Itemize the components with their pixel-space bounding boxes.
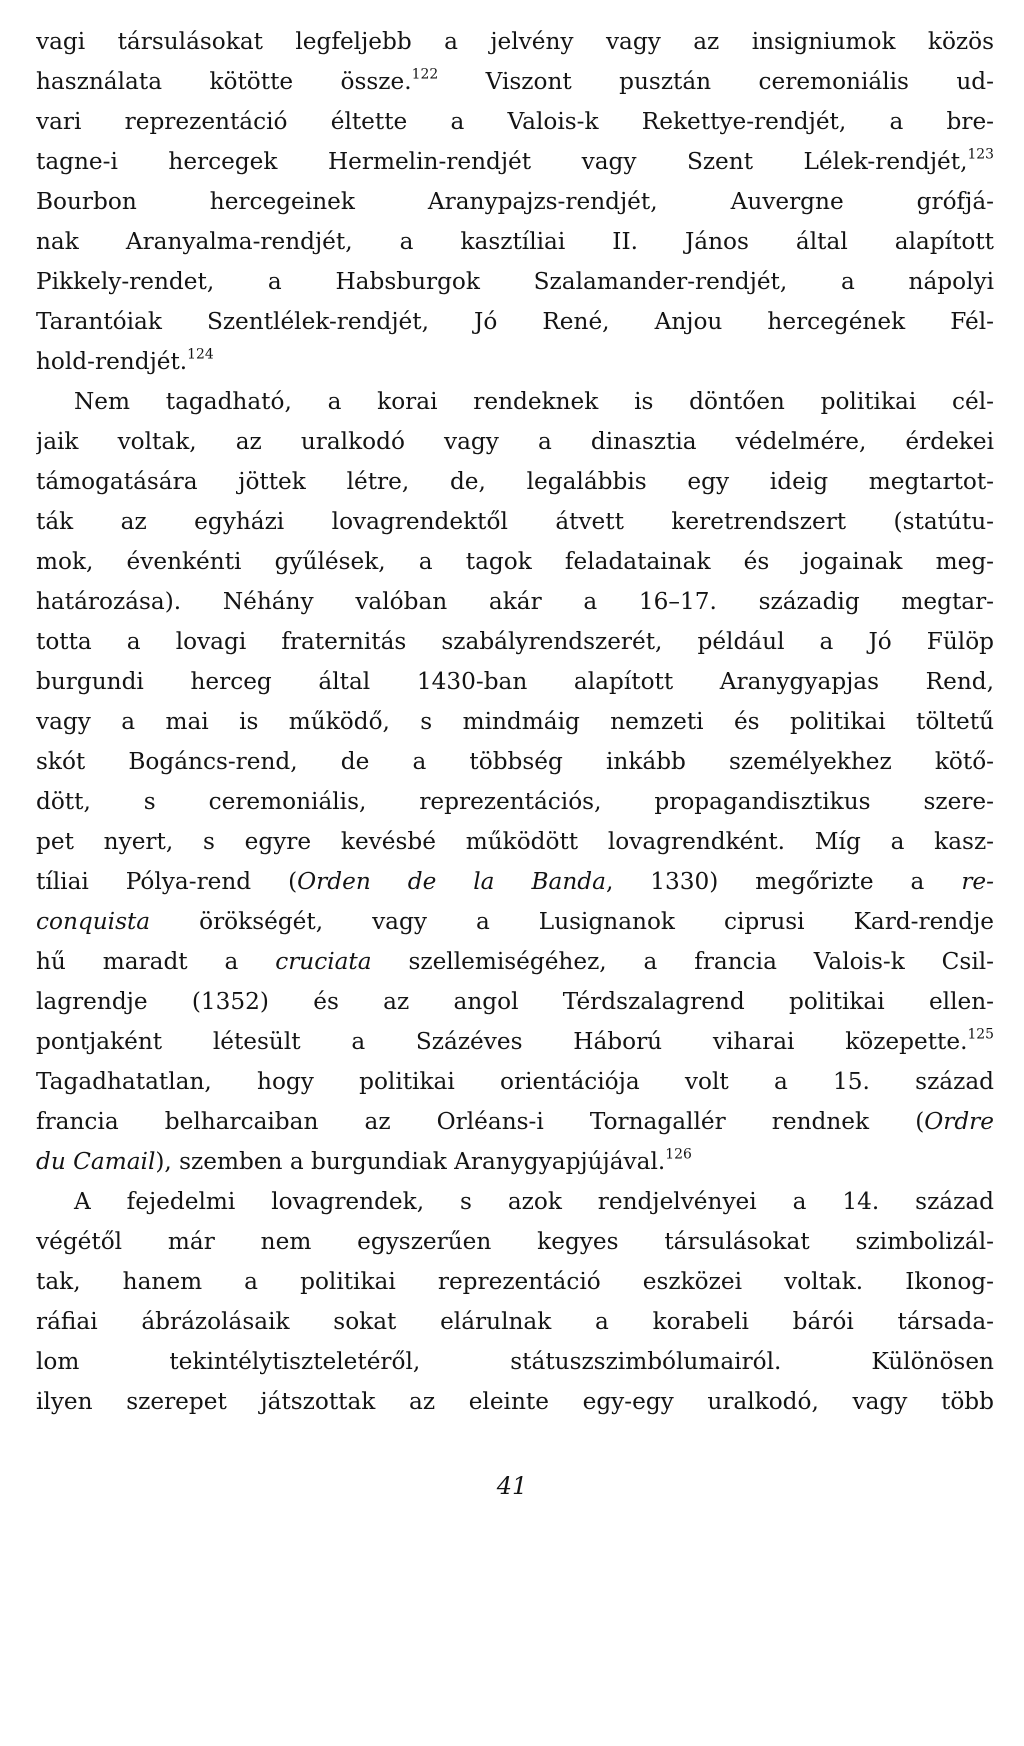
italic-text: conquista	[36, 908, 151, 935]
text-line	[36, 262, 994, 302]
footnote-ref: 122	[411, 66, 439, 83]
text-line	[36, 782, 994, 822]
text-span: szellemiségéhez, a francia Valois-k Csil-	[371, 948, 994, 975]
text-line	[36, 1262, 994, 1302]
text-span: Pikkely-rendet, a Habsburgok Szalamander-rendjét, a nápolyi	[36, 268, 994, 295]
text-span: használata kötötte össze.	[36, 68, 412, 95]
text-line	[36, 342, 994, 382]
text-span: skót Bogáncs-rend, de a többség inkább személyekhez kötő-	[36, 748, 994, 775]
text-span: Tagadhatatlan, hogy politikai orientációja volt a 15. század	[36, 1068, 994, 1095]
text-line	[36, 1302, 994, 1342]
text-line	[36, 1342, 994, 1382]
text-line	[36, 1182, 994, 1222]
footnote-ref: 125	[967, 1026, 994, 1043]
text-line	[36, 662, 994, 702]
text-line	[36, 1142, 994, 1182]
text-span: burgundi herceg által 1430-ban alapított Aranygyapjas Rend,	[36, 668, 994, 695]
italic-text: re-	[961, 868, 994, 895]
text-span: vagi társulásokat legfeljebb a jelvény vagy az insigniumok közös	[36, 28, 994, 55]
text-span: ráfiai ábrázolásaik sokat elárulnak a korabeli bárói társada-	[36, 1308, 994, 1335]
text-line	[36, 302, 994, 342]
text-line	[36, 862, 994, 902]
text-span: vari reprezentáció éltette a Valois-k Rekettye-rendjét, a bre-	[36, 108, 994, 135]
text-span: hold-rendjét.	[36, 348, 188, 375]
text-line	[36, 622, 994, 662]
text-span: támogatására jöttek létre, de, legalábbis egy ideig megtartot-	[36, 468, 994, 495]
text-span: tak, hanem a politikai reprezentáció eszközei voltak. Ikonog-	[36, 1268, 994, 1295]
body-text	[36, 22, 994, 1422]
text-span: ), szemben a burgundiak Aranygyapjújával.	[155, 1148, 666, 1175]
page-number: 41	[496, 1472, 528, 1500]
text-span: dött, s ceremoniális, reprezentációs, propagandisztikus szere-	[36, 788, 994, 815]
text-line	[36, 1222, 994, 1262]
text-line	[36, 62, 994, 102]
text-span: Tarantóiak Szentlélek-rendjét, Jó René, Anjou hercegének Fél-	[36, 308, 994, 335]
text-line	[36, 542, 994, 582]
text-span: lom tekintélytiszteletéről, státuszszimbólumairól. Különösen	[36, 1348, 994, 1375]
text-line	[36, 182, 994, 222]
text-line	[36, 942, 994, 982]
text-span: nak Aranyalma-rendjét, a kasztíliai II. János által alapított	[36, 228, 994, 255]
text-span: ilyen szerepet játszottak az eleinte egy-egy uralkodó, vagy több	[36, 1388, 994, 1415]
italic-text: du Camail	[36, 1148, 156, 1175]
italic-text: cruciata	[275, 948, 372, 975]
text-span: tíliai Pólya-rend (	[36, 868, 298, 895]
paragraph	[36, 1182, 994, 1422]
italic-text: Ordre	[924, 1108, 994, 1135]
text-span: pet nyert, s egyre kevésbé működött lovagrendként. Míg a kasz-	[36, 828, 994, 855]
text-span: Bourbon hercegeinek Aranypajzs-rendjét, Auvergne grófjá-	[36, 188, 994, 215]
italic-text: Orden de la Banda	[297, 868, 606, 895]
text-span: Viszont pusztán ceremoniális ud-	[438, 68, 994, 95]
text-line	[36, 1062, 994, 1102]
text-line	[36, 422, 994, 462]
text-line	[36, 22, 994, 62]
paragraph	[36, 22, 994, 382]
text-span: ták az egyházi lovagrendektől átvett keretrendszert (statútu-	[36, 508, 994, 535]
text-span: jaik voltak, az uralkodó vagy a dinasztia védelmére, érdekei	[36, 428, 994, 455]
text-line	[36, 222, 994, 262]
text-line	[36, 902, 994, 942]
text-span: tagne-i hercegek Hermelin-rendjét vagy Szent Lélek-rendjét,	[36, 148, 968, 175]
text-line	[36, 702, 994, 742]
text-line	[36, 742, 994, 782]
text-span: pontjaként létesült a Százéves Háború viharai közepette.	[36, 1028, 968, 1055]
text-line	[36, 1022, 994, 1062]
text-span: végétől már nem egyszerűen kegyes társulásokat szimbolizál-	[36, 1228, 994, 1255]
text-span: , 1330) megőrizte a	[605, 868, 962, 895]
footnote-ref: 126	[665, 1146, 692, 1163]
text-line	[36, 1102, 994, 1142]
text-span: Nem tagadható, a korai rendeknek is döntően politikai cél-	[74, 388, 994, 415]
text-span: francia belharcaiban az Orléans-i Tornagallér rendnek (	[36, 1108, 925, 1135]
text-line	[36, 142, 994, 182]
text-line	[36, 462, 994, 502]
text-line	[36, 102, 994, 142]
text-span: A fejedelmi lovagrendek, s azok rendjelvényei a 14. század	[74, 1188, 994, 1215]
text-line	[36, 1382, 994, 1422]
text-line	[36, 502, 994, 542]
text-span: határozása). Néhány valóban akár a 16–17. századig megtar-	[36, 588, 994, 615]
text-line	[36, 582, 994, 622]
paragraph	[36, 382, 994, 1182]
footnote-ref: 123	[967, 146, 994, 163]
text-span: totta a lovagi fraternitás szabályrendszerét, például a Jó Fülöp	[36, 628, 994, 655]
text-span: örökségét, vagy a Lusignanok ciprusi Kard-rendje	[150, 908, 994, 935]
text-span: hű maradt a	[36, 948, 276, 975]
footnote-ref: 124	[187, 346, 214, 363]
text-span: vagy a mai is működő, s mindmáig nemzeti és politikai töltetű	[36, 708, 994, 735]
text-line	[36, 382, 994, 422]
text-line	[36, 982, 994, 1022]
text-span: mok, évenkénti gyűlések, a tagok feladatainak és jogainak meg-	[36, 548, 994, 575]
text-span: lagrendje (1352) és az angol Térdszalagrend politikai ellen-	[36, 988, 994, 1015]
text-line	[36, 822, 994, 862]
